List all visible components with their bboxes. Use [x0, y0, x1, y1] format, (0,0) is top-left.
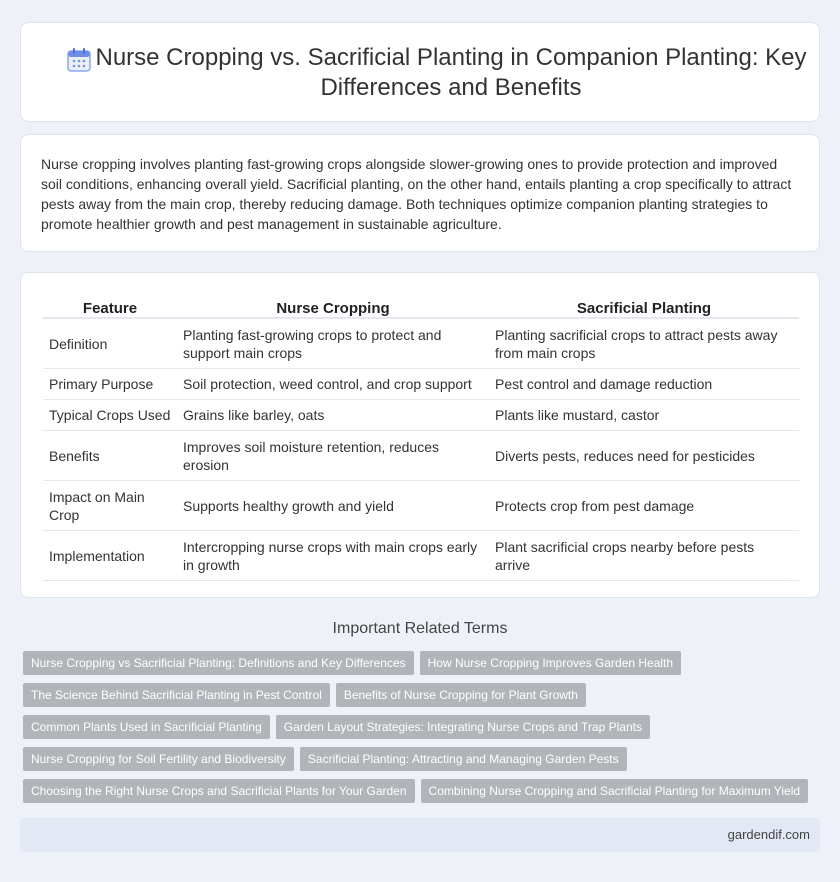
table-row	[43, 431, 799, 481]
table-cell-feature: Primary Purpose	[43, 369, 177, 400]
table-cell-feature: Impact on Main Crop	[43, 481, 177, 531]
table-row	[43, 319, 799, 369]
table-cell-nurse: Soil protection, weed control, and crop support	[177, 369, 489, 400]
table-cell-sacrificial: Diverts pests, reduces need for pesticides	[489, 431, 799, 481]
table-row	[43, 531, 799, 581]
related-terms-heading: Important Related Terms	[332, 620, 508, 637]
table-cell-sacrificial: Protects crop from pest damage	[489, 481, 799, 531]
table-cell-feature: Implementation	[43, 531, 177, 581]
related-link[interactable]: Nurse Cropping for Soil Fertility and Biodiversity	[23, 747, 294, 771]
related-links-row	[23, 715, 823, 739]
related-link[interactable]: Garden Layout Strategies: Integrating Nurse Crops and Trap Plants	[276, 715, 650, 739]
related-link[interactable]: The Science Behind Sacrificial Planting in Pest Control	[23, 683, 330, 707]
related-link[interactable]: Common Plants Used in Sacrificial Planting	[23, 715, 270, 739]
table-cell-feature: Definition	[43, 319, 177, 369]
related-links-row	[23, 779, 823, 803]
table-header-row	[43, 297, 799, 319]
intro-paragraph: Nurse cropping involves planting fast-growing crops alongside slower-growing ones to provide protection and improved soil conditions, enhancing overall yield. Sacrificial planting, on the other hand, entails planting a crop specifically to attract pests away from the main crop, thereby reducing damage. Both techniques optimize companion planting strategies to promote healthier growth and pest management in sustainable agriculture.	[41, 156, 792, 232]
related-link[interactable]: Benefits of Nurse Cropping for Plant Growth	[336, 683, 586, 707]
title-card	[20, 22, 820, 122]
comparison-table-card	[20, 272, 820, 598]
footer	[20, 818, 820, 852]
related-link[interactable]: How Nurse Cropping Improves Garden Health	[420, 651, 681, 675]
table-header-sacrificial-planting: Sacrificial Planting	[489, 297, 799, 319]
related-link[interactable]: Choosing the Right Nurse Crops and Sacrificial Plants for Your Garden	[23, 779, 415, 803]
calendar-icon	[65, 46, 93, 74]
comparison-table	[43, 297, 799, 581]
related-link[interactable]: Combining Nurse Cropping and Sacrificial Planting for Maximum Yield	[421, 779, 809, 803]
table-cell-sacrificial: Planting sacrificial crops to attract pests away from main crops	[489, 319, 799, 369]
related-link[interactable]: Sacrificial Planting: Attracting and Managing Garden Pests	[300, 747, 627, 771]
table-cell-sacrificial: Plant sacrificial crops nearby before pests arrive	[489, 531, 799, 581]
related-links-row	[23, 683, 823, 707]
table-header-nurse-cropping: Nurse Cropping	[177, 297, 489, 319]
table-row	[43, 369, 799, 400]
intro-card	[20, 134, 820, 252]
table-cell-nurse: Improves soil moisture retention, reduces erosion	[177, 431, 489, 481]
table-row	[43, 481, 799, 531]
table-cell-nurse: Supports healthy growth and yield	[177, 481, 489, 531]
table-cell-feature: Benefits	[43, 431, 177, 481]
table-cell-nurse: Planting fast-growing crops to protect and support main crops	[177, 319, 489, 369]
related-links-row	[23, 651, 823, 675]
table-cell-feature: Typical Crops Used	[43, 400, 177, 431]
table-cell-sacrificial: Plants like mustard, castor	[489, 400, 799, 431]
table-header-feature: Feature	[43, 297, 177, 319]
footer-site-link[interactable]: gardendif.com	[727, 827, 810, 842]
table-cell-nurse: Intercropping nurse crops with main crops early in growth	[177, 531, 489, 581]
table-cell-sacrificial: Pest control and damage reduction	[489, 369, 799, 400]
related-links-row	[23, 747, 823, 771]
related-link[interactable]: Nurse Cropping vs Sacrificial Planting: Definitions and Key Differences	[23, 651, 414, 675]
page-title: Nurse Cropping vs. Sacrificial Planting in Companion Planting: Key Differences and Benefits	[95, 44, 807, 101]
table-row	[43, 400, 799, 431]
table-cell-nurse: Grains like barley, oats	[177, 400, 489, 431]
